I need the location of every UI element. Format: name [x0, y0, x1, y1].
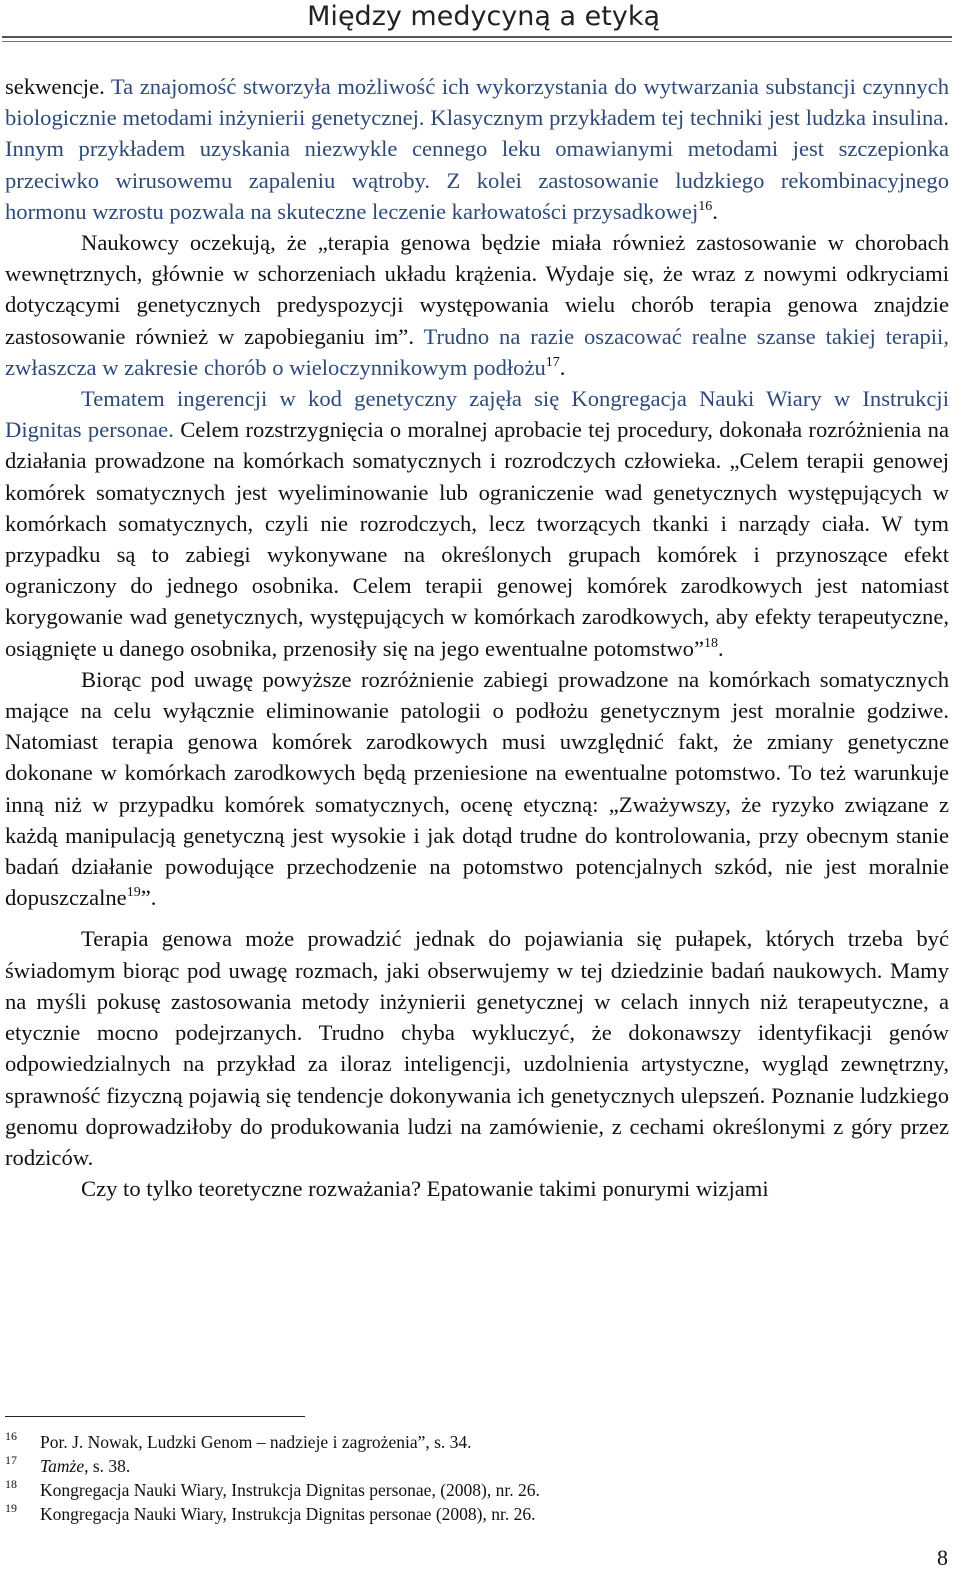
footnote-reference: 16 — [698, 198, 713, 214]
paragraph — [5, 664, 949, 914]
text-segment: Biorąc pod uwagę powyższe rozróżnienie zabiegi prowadzone na komórkach somatycznych mające na celu wyłącznie eliminowanie patologii o podłożu genetycznym jest moralnie godziwe. — [5, 666, 949, 724]
text-segment: Naukowcy oczekują, że „terapia genowa będzie miała również zastosowanie w chorobach wewnętrznych, głównie w schorzeniach układu krążenia. — [5, 230, 949, 287]
text-segment: To też warunkuje inną niż w przypadku komórek somatycznych, ocenę etyczną: „Zważywszy, że ryzyko związane z każdą manipulacją genetyczną jest wysokie i jak dotąd trudne do kontrolowania, przy obecnym stanie badań działanie powodujące przechodzenie na potomstwo potencjalnych szkód, nie jest moralnie dopuszczalne — [5, 760, 950, 911]
text-segment: . — [717, 635, 724, 661]
footnote-reference: 17 — [545, 354, 560, 370]
footnote-body: Kongregacja Nauki Wiary, Instrukcja Dignitas personae, (2008), nr. 26. — [40, 1480, 540, 1500]
text-segment: sekwencje. — [5, 74, 111, 99]
footnote — [5, 1454, 905, 1478]
text-segment: Celem terapii genowej komórek zarodkowych jest natomiast korygowanie wad genetycznych, występujących w komórkach zarodkowych, aby efekty terapeutyczne, osiągnięte u danego osobnika, przenosiły się na jego ewentualne potomstwo” — [5, 573, 949, 661]
footnote-text — [40, 1502, 535, 1526]
footnote-number: 16 — [5, 1429, 17, 1443]
footnote-italic-lead: Tamże — [40, 1456, 85, 1476]
paragraph — [5, 383, 949, 664]
footnote-number: 17 — [5, 1453, 17, 1467]
footnote-body: Por. J. Nowak, Ludzki Genom – nadzieje i zagrożenia”, s. 34. — [40, 1432, 472, 1452]
header-rule-thin — [2, 41, 952, 42]
footnote-separator — [5, 1416, 305, 1417]
footnote-reference: 18 — [703, 635, 718, 651]
footnote-text — [40, 1430, 472, 1454]
text-segment: Trudno na razie oszacować realne szanse takiej terapii, zwłaszcza w zakresie chorób o wieloczynnikowym podłożu — [5, 323, 949, 380]
footnote — [5, 1478, 905, 1502]
paragraph — [5, 227, 949, 383]
running-title: Między medycyną a etyką — [307, 1, 660, 32]
footnote-body: , s. 38. — [84, 1456, 131, 1476]
text-segment: Tematem ingerencji w kod genetyczny zajęła się Kongregacja Nauki Wiary w Instrukcji Dignitas personae. — [5, 386, 949, 443]
paragraph — [5, 923, 949, 1173]
footnote — [5, 1430, 905, 1454]
text-segment: ”. — [140, 885, 157, 911]
page-number: 8 — [937, 1545, 948, 1570]
text-segment: Natomiast terapia genowa komórek zarodkowych musi uwzględnić fakt, że zmiany genetyczne dokonane w komórkach zarodkowych będą przeniesione na ewentualne potomstwo. — [5, 729, 949, 786]
text-segment: . — [712, 198, 718, 224]
text-segment: Wydaje się, że wraz z nowymi odkryciami dotyczącymi genetycznych predyspozycji występowania wielu chorób terapia genowa znajdzie zastosowanie również w zapobieganiu im”. — [5, 261, 950, 349]
page-header — [0, 0, 960, 44]
footnote-text — [40, 1454, 130, 1478]
paragraph — [5, 1173, 949, 1204]
footnote-text — [40, 1478, 540, 1502]
footnote-body: Kongregacja Nauki Wiary, Instrukcja Dignitas personae (2008), nr. 26. — [40, 1504, 536, 1524]
paragraph — [5, 71, 949, 227]
text-segment: Celem rozstrzygnięcia o moralnej aprobacie tej procedury, dokonała rozróżnienia na działania prowadzone na komórkach somatycznych i rozrodczych człowieka. — [5, 417, 949, 474]
text-segment: „Celem terapii genowej komórek somatycznych jest wyeliminowanie lub ograniczenie wad genetycznych występujących w komórkach somatycznych, czyli nie rozrodczych, lecz tworzących tkanki i narządy ciała. — [5, 448, 949, 536]
footnote-number: 18 — [5, 1477, 17, 1491]
footnote-number: 19 — [5, 1501, 17, 1515]
text-segment: Ta znajomość stworzyła możliwość ich wykorzystania do wytwarzania substancji czynnych biologicznie metodami inżynierii genetycznej. Klasycznym przykładem tej techniki jest ludzka insulina. Innym przykładem uzyskania niezwykle cennego leku omawianymi metodami jest szczepionka przeciwko wirusowemu zapaleniu wątroby. Z kolei zastosowanie ludzkiego rekombinacyjnego hormonu wzrostu pozwala na skuteczne leczenie karłowatości przysadkowej — [5, 74, 949, 224]
text-segment: W tym przypadku są to zabiegi wykonywane na określonych grupach komórek i przynoszące efekt ograniczony do jednego osobnika. — [5, 510, 949, 599]
text-segment: Czy to tylko teoretyczne rozważania? Epatowanie takimi ponurymi wizjami — [81, 1176, 769, 1202]
body-text — [5, 71, 949, 1204]
text-segment: . — [559, 354, 566, 380]
text-segment: Terapia genowa może prowadzić jednak do pojawiania się pułapek, których trzeba być świadomym biorąc pod uwagę rozmach, jaki obserwujemy w tej dziedzinie badań naukowych. Mamy na myśli pokusę zastosowania metody inżynierii genetycznej w celach innych niż terapeutyczne, a etycznie mocno podejrzanych. Trudno chyba wykluczyć, że dokonawszy identyfikacji genów odpowiedzialnych na przykład za iloraz inteligencji, uzdolnienia artystyczne, wygląd zewnętrzny, sprawność fizyczną pojawią się tendencje dokonywania ich genetycznych ulepszeń. Poznanie ludzkiego genomu doprowadziłoby do produkowania ludzi na zamówienie, z cechami określonymi z góry przez rodziców. — [5, 926, 949, 1170]
footnotes — [5, 1430, 905, 1526]
footnote — [5, 1502, 905, 1526]
footnote-reference: 19 — [126, 885, 141, 901]
